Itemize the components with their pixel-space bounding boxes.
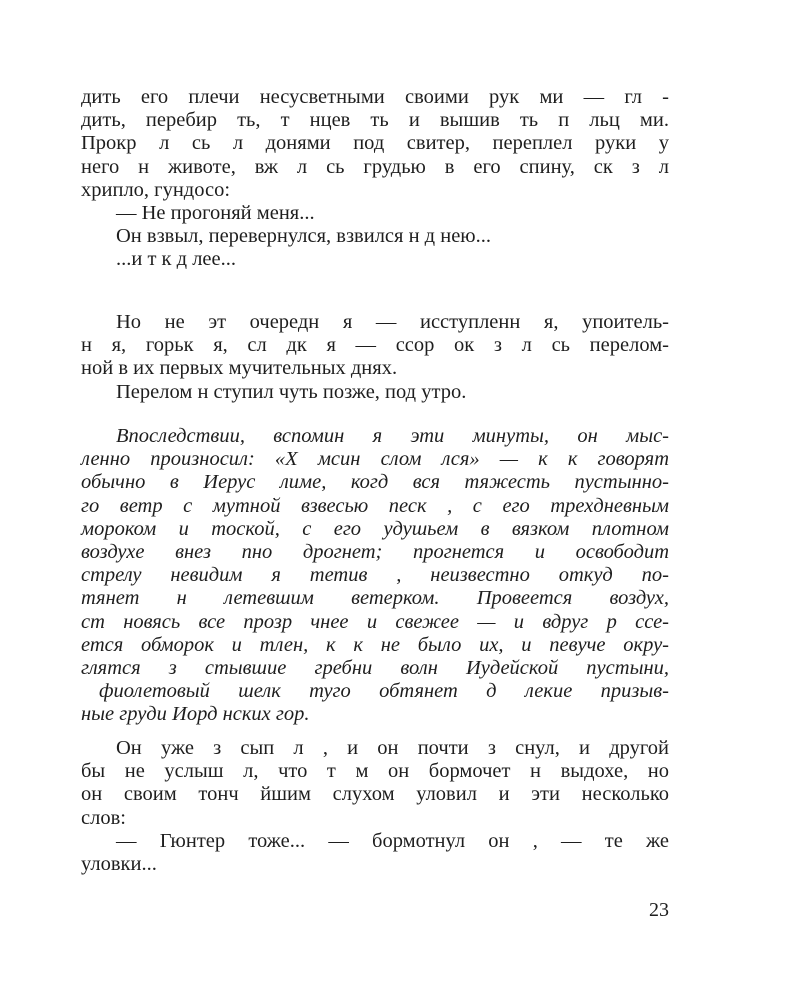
text-line: дить его плечи несусветными своими рук ми — гл -: [81, 86, 669, 108]
text-line: — Не прогоняй меня...: [116, 201, 315, 224]
text-line: Впоследствии, вспомин я эти минуты, он мыс-: [116, 425, 669, 447]
paragraph-block-1: [81, 86, 669, 272]
text-line: ст новясь все прозр чнее и свежее — и вдруг р ссе-: [81, 610, 669, 633]
text-line: он своим тонч йшим слухом уловил и эти несколько: [81, 783, 669, 806]
text-line: Но не эт очередн я — исступленн я, упоитель-: [116, 311, 669, 333]
text-line: — Гюнтер тоже... — бормотнул он , — те же: [116, 829, 669, 852]
text-line: ные груди Иорд нских гор.: [81, 703, 310, 726]
text-line: ется обморок и тлен, к к не было их, и певуче окру-: [81, 633, 669, 656]
paragraph-block-3-italic: [81, 425, 669, 726]
page-number: 23: [649, 899, 669, 921]
text-line: Он взвыл, перевернулся, взвился н д нею...: [116, 225, 491, 248]
text-line: н я, горьк я, сл дк я — ссор ок з л сь перелом-: [81, 334, 669, 357]
text-line: Он уже з сып л , и он почти з снул, и другой: [116, 737, 669, 759]
text-line: фиолетовый шелк туго обтянет д лекие призыв-: [99, 680, 669, 703]
text-line: бы не услыш л, что т м он бормочет н выдохе, но: [81, 760, 669, 783]
text-line: воздухе внез пно дрогнет; прогнется и освободит: [81, 540, 669, 563]
text-line: уловки...: [81, 852, 157, 875]
text-line: Перелом н ступил чуть позже, под утро.: [116, 380, 467, 403]
text-line: тянет н летевшим ветерком. Провеется воздух,: [81, 587, 669, 610]
text-line: глятся з стывшие гребни волн Иудейской пустыни,: [81, 656, 669, 679]
paragraph-block-4: [81, 737, 669, 876]
text-line: ...и т к д лее...: [116, 248, 236, 271]
text-line: слов:: [81, 806, 126, 829]
text-line: ленно произносил: «Х мсин слом лся» — к к говорят: [81, 448, 669, 471]
text-line: го ветр с мутной взвесью песк , с его трехдневным: [81, 494, 669, 517]
text-line: обычно в Иерус лиме, когд вся тяжесть пустынно-: [81, 471, 669, 494]
text-line: мороком и тоской, с его удушьем в вязком плотном: [81, 517, 669, 540]
text-line: стрелу невидим я тетив , неизвестно откуд по-: [81, 564, 669, 587]
text-line: Прокр л сь л донями под свитер, переплел руки у: [81, 132, 669, 155]
paragraph-block-2: [81, 311, 669, 404]
text-line: дить, перебир ть, т нцев ть и вышив ть п льц ми.: [81, 109, 669, 132]
text-line: ной в их первых мучительных днях.: [81, 357, 398, 380]
text-line: хрипло, гундосо:: [81, 178, 231, 201]
text-line: него н животе, вж л сь грудью в его спину, ск з л: [81, 155, 669, 178]
